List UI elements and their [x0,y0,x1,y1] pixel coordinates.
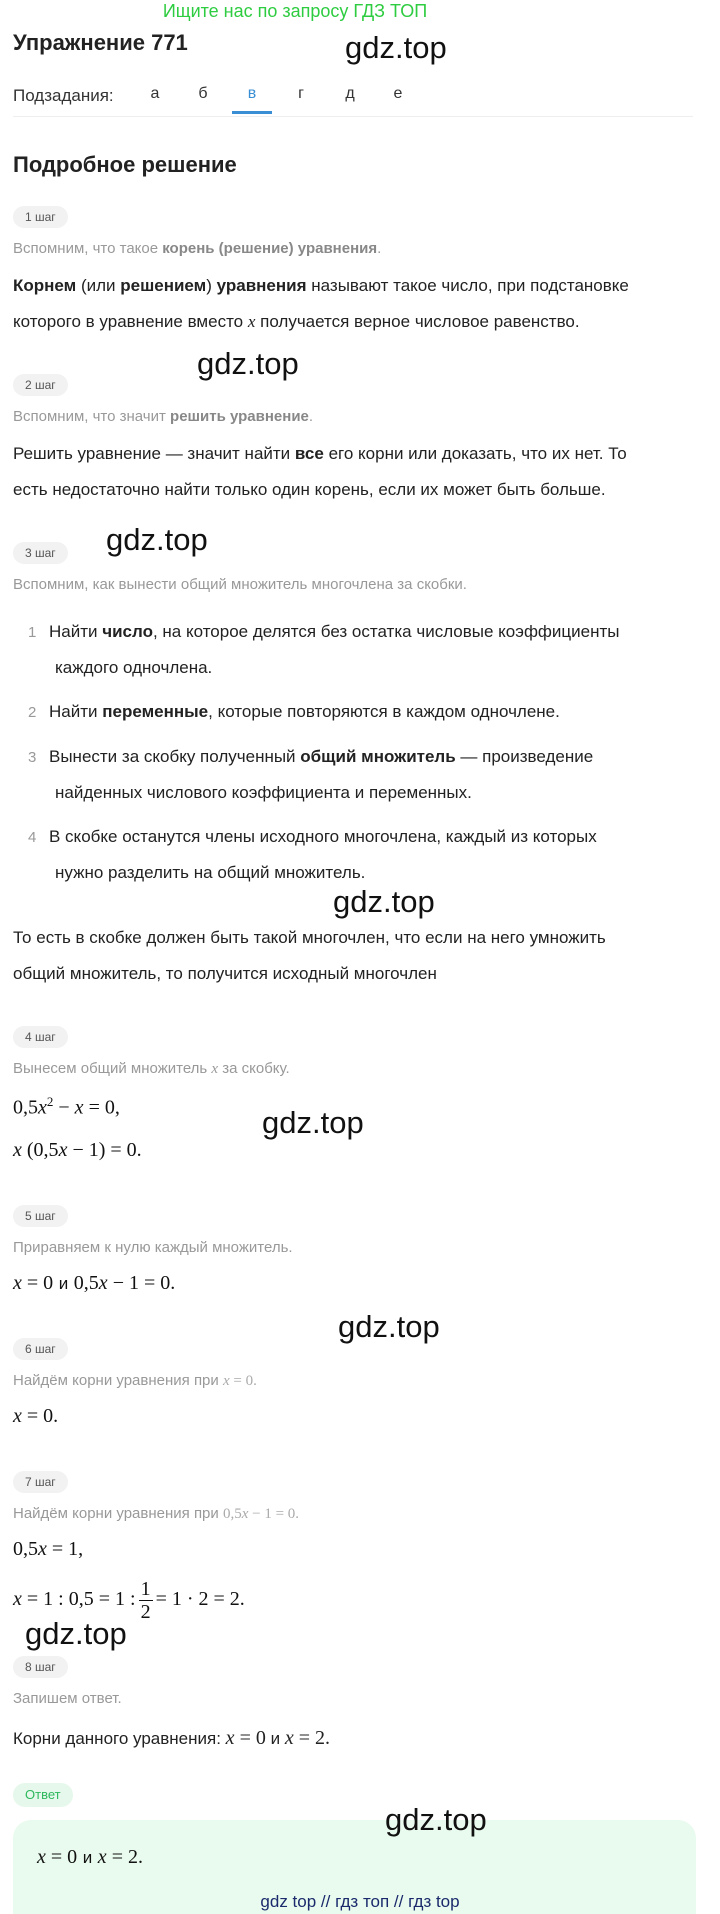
equation-factored: x (0,5x − 1) = 0. [13,1139,142,1161]
watermark: gdz.top [385,1802,487,1837]
step-hint: Вспомним, что значит решить уравнение. [13,408,314,425]
step-badge: 6 шаг [13,1338,68,1360]
list-item-cont: найденных числового коэффициента и переменных. [55,783,472,802]
subtasks-bar [13,80,693,117]
tab-a[interactable]: а [150,85,160,102]
step-hint: Запишем ответ. [13,1690,122,1707]
step-hint: Вспомним, как вынести общий множитель многочлена за скобки. [13,576,467,593]
step-badge: 5 шаг [13,1205,68,1227]
watermark: gdz.top [197,346,299,381]
list-item: Вынести за скобку полученный общий множитель — произведение [49,747,594,766]
tab-g[interactable]: г [298,85,304,102]
list-item-number: 4 [28,829,37,846]
step-badge: 3 шаг [13,542,68,564]
watermark: gdz.top [345,30,447,65]
tab-e[interactable]: е [393,85,403,102]
list-item-number: 3 [28,749,37,766]
list-item: В скобке останутся члены исходного многочлена, каждый из которых [49,827,597,846]
final-statement: Корни данного уравнения: x = 0 и x = 2. [13,1727,330,1749]
footer-links[interactable]: gdz top // гдз топ // гдз top [260,1892,460,1911]
list-item: Найти число, на которое делятся без остатка числовые коэффициенты [49,622,620,641]
root-two-computation: x = 1 : 0,5 = 1 : $\frac{1}{2}$ = 1 · 2 = 2. [13,1578,245,1623]
watermark: gdz.top [262,1105,364,1140]
equation-zero-factors: x = 0 и 0,5x − 1 = 0. [13,1272,176,1294]
definition-text: Корнем (или решением) уравнения называют такое число, при подстановке которого в уравнение вместо x получается верное числовое равенство. [13,276,629,331]
step-hint: Найдём корни уравнения при 0,5x − 1 = 0. [13,1505,300,1522]
subtasks-label: Подзадания: [13,86,114,105]
step-badge: 2 шаг [13,374,68,396]
tab-d[interactable]: д [345,85,355,102]
list-item-cont: каждого одночлена. [55,658,213,677]
list-item: Найти переменные, которые повторяются в каждом одночлене. [49,702,560,721]
watermark: gdz.top [25,1616,127,1651]
solution-heading: Подробное решение [13,152,237,177]
step-badge: 8 шаг [13,1656,68,1678]
watermark: gdz.top [333,884,435,919]
step-hint: Вынесем общий множитель x за скобку. [13,1060,290,1077]
search-banner: Ищите нас по запросу ГДЗ ТОП [162,1,428,21]
step-badge: 4 шаг [13,1026,68,1048]
answer-value: x = 0 и x = 2. [37,1846,143,1868]
list-item-cont: нужно разделить на общий множитель. [55,863,366,882]
step-hint: Приравняем к нулю каждый множитель. [13,1239,293,1256]
watermark: gdz.top [338,1309,440,1344]
list-item-number: 2 [28,704,37,721]
step-hint: Найдём корни уравнения при x = 0. [13,1372,257,1389]
step-hint: Вспомним, что такое корень (решение) уравнения. [13,240,382,257]
watermark: gdz.top [106,522,208,557]
answer-badge: Ответ [13,1783,73,1807]
list-item-number: 1 [28,624,37,641]
tab-v-active[interactable]: в [232,80,272,114]
page-title: Упражнение 771 [13,30,188,55]
equation-original: $0,5x^2 - x = 0$, [13,1094,120,1119]
step-badge: 1 шаг [13,206,68,228]
step-badge: 7 шаг [13,1471,68,1493]
solve-definition-text: Решить уравнение — значит найти все его корни или доказать, что их нет. То есть недостаточно найти только один корень, если их может быть больше. [13,444,627,499]
root-one: x = 0. [13,1405,59,1427]
explanation-text: То есть в скобке должен быть такой многочлен, что если на него умножить общий множитель, то получится исходный многочлен [13,928,606,983]
equation-linear: 0,5x = 1, [13,1538,84,1560]
tab-b[interactable]: б [198,85,208,102]
